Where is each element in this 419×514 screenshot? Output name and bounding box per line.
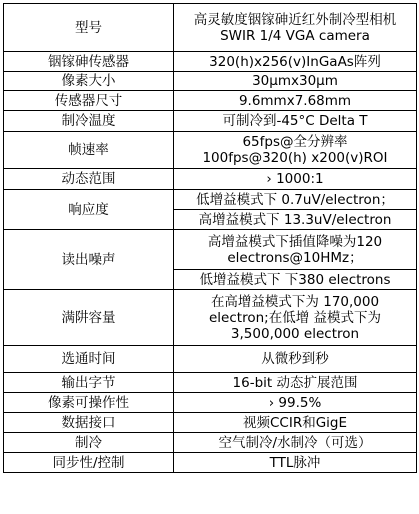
row-label-frame-rate: 帧速率: [4, 132, 174, 169]
row-label-dynamic-range: 动态范围: [4, 169, 174, 190]
row-value-responsivity-low: 低增益模式下 0.7uV/electron；: [174, 190, 417, 210]
table-row: [4, 190, 417, 210]
row-value-sensor: 320(h)x256(v)InGaAs阵列: [174, 52, 417, 72]
table-row: [4, 346, 417, 373]
row-label-data-interface: 数据接口: [4, 413, 174, 433]
row-value-full-well: 在高增益模式下为 170,000 electron;在低增 益模式下为 3,500,000 electron: [174, 290, 417, 346]
table-row: [4, 453, 417, 473]
row-value-responsivity-high: 高增益模式下 13.3uV/electron: [174, 210, 417, 230]
row-label-pixel-operability: 像素可操作性: [4, 393, 174, 413]
row-value-model: 高灵敏度铟镓砷近红外制冷型相机 SWIR 1/4 VGA camera: [174, 4, 417, 52]
row-value-dynamic-range: › 1000:1: [174, 169, 417, 190]
row-value-data-interface: 视频CCIR和GigE: [174, 413, 417, 433]
row-label-model: 型号: [4, 4, 174, 52]
row-value-readout-noise-low: 低增益模式下 下380 electrons: [174, 270, 417, 290]
table-row: [4, 373, 417, 393]
row-value-gate-time: 从微秒到秒: [174, 346, 417, 373]
table-row: [4, 72, 417, 91]
spec-table: [3, 3, 417, 473]
table-row: [4, 52, 417, 72]
table-row: [4, 393, 417, 413]
row-value-frame-rate: 65fps@全分辨率 100fps@320(h) x200(v)ROI: [174, 132, 417, 169]
row-label-pixel-size: 像素大小: [4, 72, 174, 91]
row-label-full-well: 满阱容量: [4, 290, 174, 346]
table-row: [4, 169, 417, 190]
row-label-cooling: 制冷: [4, 433, 174, 453]
row-label-sensor-size: 传感器尺寸: [4, 91, 174, 111]
row-label-output-bits: 输出字节: [4, 373, 174, 393]
table-row: [4, 4, 417, 52]
table-row: [4, 230, 417, 270]
row-value-cooling: 空气制冷/水制冷（可选）: [174, 433, 417, 453]
row-value-output-bits: 16-bit 动态扩展范围: [174, 373, 417, 393]
row-value-pixel-operability: › 99.5%: [174, 393, 417, 413]
row-value-pixel-size: 30μmx30μm: [174, 72, 417, 91]
row-label-responsivity: 响应度: [4, 190, 174, 230]
row-label-sync-control: 同步性/控制: [4, 453, 174, 473]
row-value-sensor-size: 9.6mmx7.68mm: [174, 91, 417, 111]
table-row: [4, 433, 417, 453]
row-label-cooling-temp: 制冷温度: [4, 111, 174, 132]
table-row: [4, 413, 417, 433]
row-label-sensor: 铟镓砷传感器: [4, 52, 174, 72]
row-label-readout-noise: 读出噪声: [4, 230, 174, 290]
row-value-readout-noise-high: 高增益模式下插值降噪为120 electrons@10HMz；: [174, 230, 417, 270]
row-label-gate-time: 选通时间: [4, 346, 174, 373]
table-row: [4, 91, 417, 111]
row-value-cooling-temp: 可制冷到-45°C Delta T: [174, 111, 417, 132]
table-row: [4, 111, 417, 132]
table-row: [4, 132, 417, 169]
table-row: [4, 290, 417, 346]
row-value-sync-control: TTL脉冲: [174, 453, 417, 473]
